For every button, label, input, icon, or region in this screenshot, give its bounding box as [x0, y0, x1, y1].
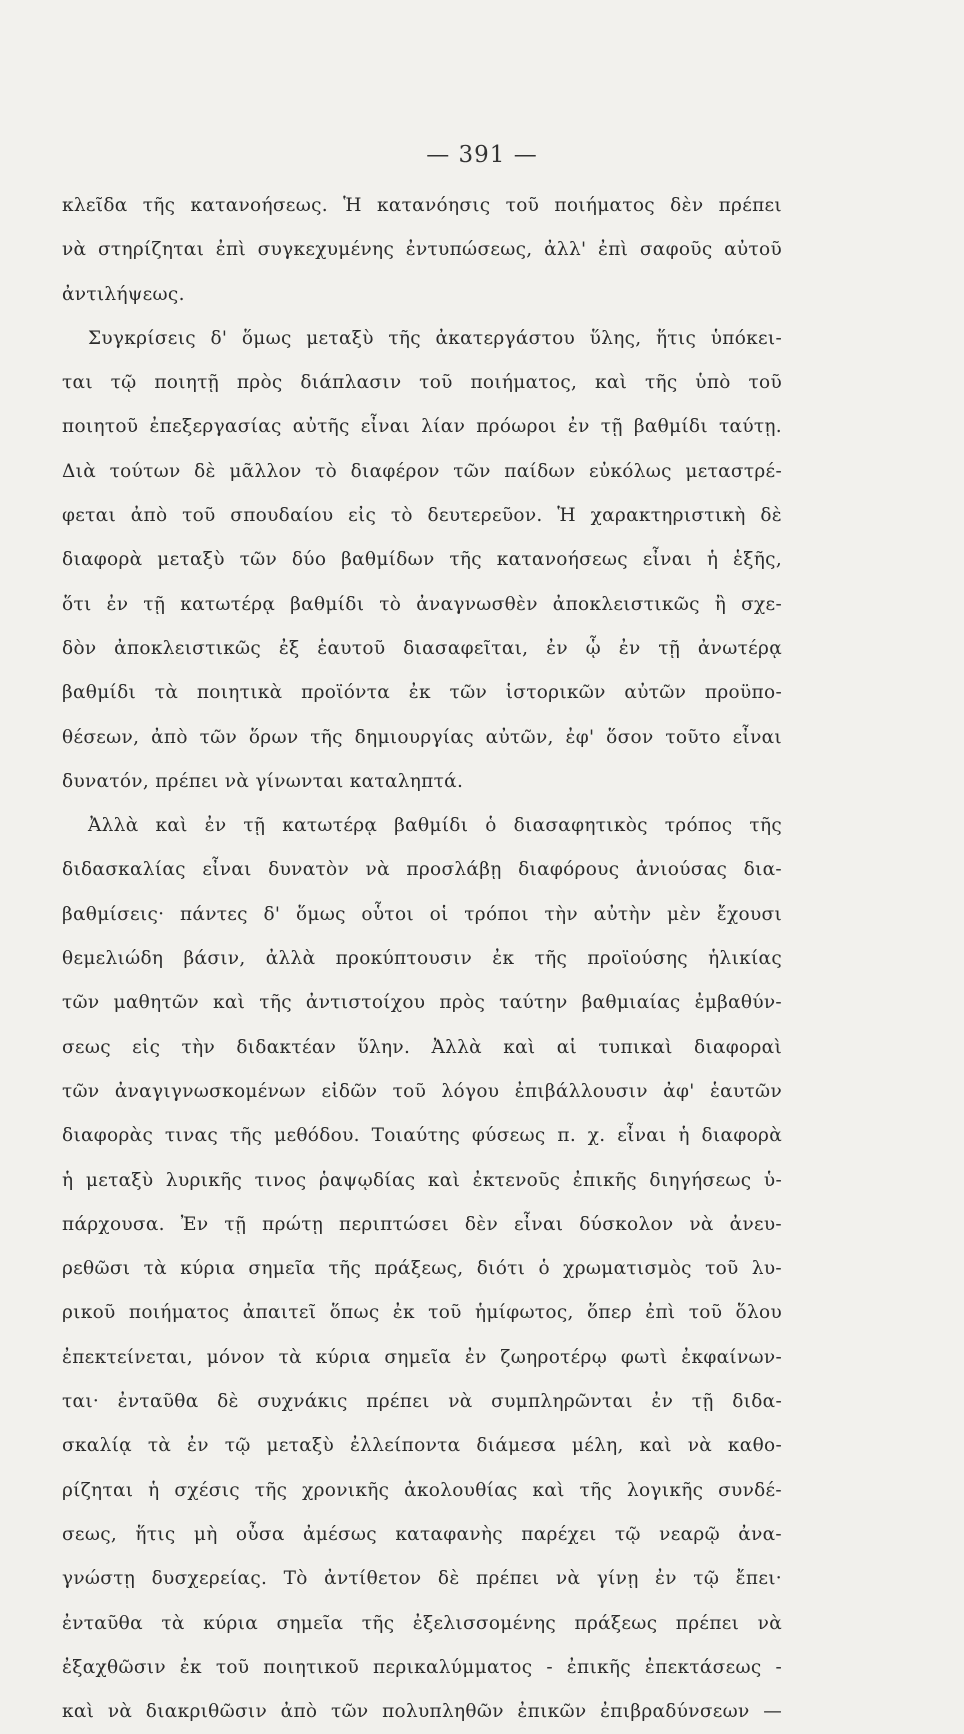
text-line: νὰ στηρίζηται ἐπὶ συγκεχυμένης ἐντυπώσεως, ἀλλ' ἐπὶ σαφοῦς αὐτοῦ: [62, 239, 782, 261]
text-line: θέσεων, ἀπὸ τῶν ὅρων τῆς δημιουργίας αὐτῶν, ἐφ' ὅσον τοῦτο εἶναι: [62, 726, 782, 748]
text-line: κλεῖδα τῆς κατανοήσεως. Ἡ κατανόησις τοῦ ποιήματος δὲν πρέπει: [62, 195, 782, 216]
text-line: βαθμίσεις· πάντες δ' ὅμως οὗτοι οἱ τρόποι τὴν αὐτὴν μὲν ἔχουσι: [62, 903, 782, 925]
text-line: ἀντιλήψεως.: [62, 283, 185, 305]
text-line: σκαλίᾳ τὰ ἐν τῷ μεταξὺ ἐλλείποντα διάμεσα μέλη, καὶ νὰ καθο-: [62, 1435, 782, 1457]
text-line: ρικοῦ ποιήματος ἀπαιτεῖ ὅπως ἐκ τοῦ ἡμίφωτος, ὅπερ ἐπὶ τοῦ ὅλου: [62, 1302, 782, 1324]
body-text: [62, 184, 782, 1734]
text-line: πάρχουσα. Ἐν τῇ πρώτῃ περιπτώσει δὲν εἶναι δύσκολον νὰ ἀνευ-: [62, 1213, 782, 1235]
text-line: φεται ἀπὸ τοῦ σπουδαίου εἰς τὸ δευτερεῦον. Ἡ χαρακτηριστικὴ δὲ: [62, 505, 782, 527]
text-line: ρεθῶσι τὰ κύρια σημεῖα τῆς πράξεως, διότι ὁ χρωματισμὸς τοῦ λυ-: [62, 1258, 782, 1280]
text-line: βαθμίδι τὰ ποιητικὰ προϊόντα ἐκ τῶν ἱστορικῶν αὐτῶν προϋπο-: [62, 682, 782, 704]
text-line: γνώστῃ δυσχερείας. Τὸ ἀντίθετον δὲ πρέπει νὰ γίνῃ ἐν τῷ ἔπει·: [62, 1568, 782, 1590]
text-line: ται· ἐνταῦθα δὲ συχνάκις πρέπει νὰ συμπληρῶνται ἐν τῇ διδα-: [62, 1391, 782, 1413]
page-number: — 391 —: [426, 142, 538, 168]
text-line: Ἀλλὰ καὶ ἐν τῇ κατωτέρᾳ βαθμίδι ὁ διασαφητικὸς τρόπος τῆς: [88, 815, 782, 837]
text-line: ἐπεκτείνεται, μόνον τὰ κύρια σημεῖα ἐν ζωηροτέρῳ φωτὶ ἐκφαίνων-: [62, 1346, 782, 1368]
text-line: ἡ μεταξὺ λυρικῆς τινος ῥαψῳδίας καὶ ἐκτενοῦς ἐπικῆς διηγήσεως ὑ-: [62, 1169, 782, 1191]
text-line: σεως, ἥτις μὴ οὖσα ἀμέσως καταφανὴς παρέχει τῷ νεαρῷ ἀνα-: [62, 1523, 782, 1545]
text-line: ἐξαχθῶσιν ἐκ τοῦ ποιητικοῦ περικαλύμματος - ἐπικῆς ἐπεκτάσεως -: [62, 1656, 782, 1678]
text-line: τῶν ἀναγιγνωσκομένων εἰδῶν τοῦ λόγου ἐπιβάλλουσιν ἀφ' ἑαυτῶν: [62, 1080, 782, 1102]
text-line: τῶν μαθητῶν καὶ τῆς ἀντιστοίχου πρὸς ταύτην βαθμιαίας ἐμβαθύν-: [62, 992, 782, 1014]
text-line: διαφορὰς τινας τῆς μεθόδου. Τοιαύτης φύσεως π. χ. εἶναι ἡ διαφορὰ: [62, 1125, 782, 1147]
text-line: ται τῷ ποιητῇ πρὸς διάπλασιν τοῦ ποιήματος, καὶ τῆς ὑπὸ τοῦ: [62, 372, 782, 394]
text-line: διαφορὰ μεταξὺ τῶν δύο βαθμίδων τῆς κατανοήσεως εἶναι ἡ ἑξῆς,: [62, 549, 782, 571]
text-line: διδασκαλίας εἶναι δυνατὸν νὰ προσλάβῃ διαφόρους ἀνιούσας δια-: [62, 859, 782, 881]
text-line: σεως εἰς τὴν διδακτέαν ὕλην. Ἀλλὰ καὶ αἱ τυπικαὶ διαφοραὶ: [62, 1036, 782, 1058]
text-line: ὅτι ἐν τῇ κατωτέρᾳ βαθμίδι τὸ ἀναγνωσθὲν ἀποκλειστικῶς ἢ σχε-: [62, 593, 782, 615]
text-line: δυνατόν, πρέπει νὰ γίνωνται καταληπτά.: [62, 770, 464, 792]
text-line: θεμελιώδη βάσιν, ἀλλὰ προκύπτουσιν ἐκ τῆς προϊούσης ἡλικίας: [62, 948, 782, 970]
text-line: δὸν ἀποκλειστικῶς ἐξ ἑαυτοῦ διασαφεῖται, ἐν ᾧ ἐν τῇ ἀνωτέρᾳ: [62, 637, 782, 659]
text-line: Συγκρίσεις δ' ὅμως μεταξὺ τῆς ἀκατεργάστου ὕλης, ἥτις ὑπόκει-: [88, 327, 782, 349]
text-line: Διὰ τούτων δὲ μᾶλλον τὸ διαφέρον τῶν παίδων εὐκόλως μεταστρέ-: [62, 460, 782, 482]
text-line: καὶ νὰ διακριθῶσιν ἀπὸ τῶν πολυπληθῶν ἐπικῶν ἐπιβραδύνσεων —: [62, 1701, 782, 1723]
text-line: ρίζηται ἡ σχέσις τῆς χρονικῆς ἀκολουθίας καὶ τῆς λογικῆς συνδέ-: [62, 1479, 782, 1501]
text-line: ἐνταῦθα τὰ κύρια σημεῖα τῆς ἐξελισσομένης πράξεως πρέπει νὰ: [62, 1612, 782, 1634]
text-line: ποιητοῦ ἐπεξεργασίας αὐτῆς εἶναι λίαν πρόωροι ἐν τῇ βαθμίδι ταύτῃ.: [62, 416, 782, 438]
